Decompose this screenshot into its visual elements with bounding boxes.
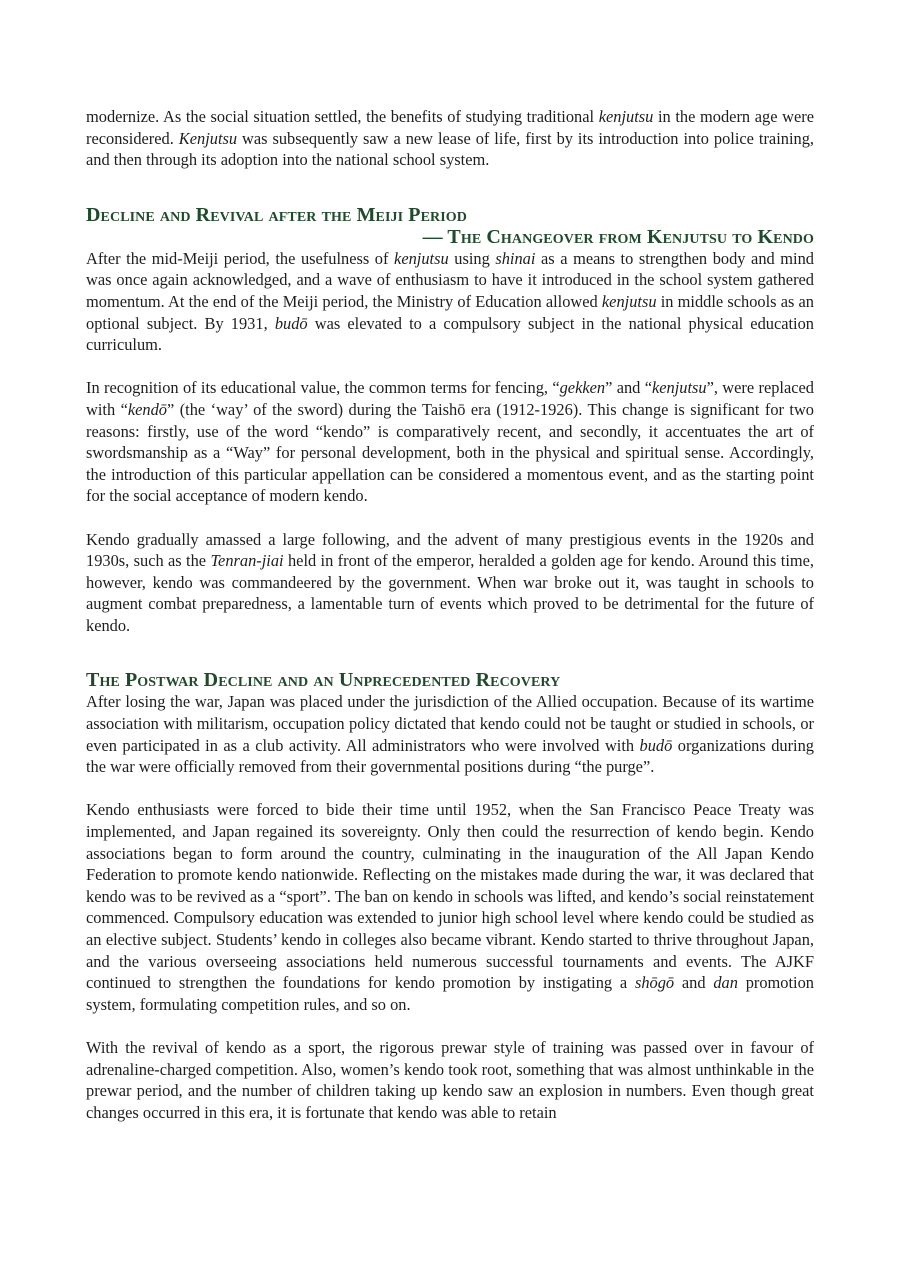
paragraph: Kendo gradually amassed a large following, and the advent of many prestigious events in the 1920s and 1930s, such as the Tenran-jiai held in front of the emperor, heralded a golden age for kendo. Around this time, however, kendo was commandeered by the government. When war broke out it, was taught in schools to augment combat preparedness, a lamentable turn of events which proved to be detrimental for the future of kendo. — [86, 529, 815, 635]
italic-term: kenjutsu — [601, 291, 657, 311]
italic-term: gekken — [559, 378, 606, 398]
italic-term: kenjutsu — [651, 378, 707, 398]
paragraph: Kendo enthusiasts were forced to bide their time until 1952, when the San Francisco Peace Treaty was implemented, and Japan regained its sovereignty. Only then could the resurrection of kendo begin. Kendo associations began to form around the country, culminating in the inauguration of the All Japan Kendo Federation to promote kendo nationwide. Reflecting on the mistakes made during the war, it was declared that kendo was to be revived as a “sport”. The ban on kendo in schools was lifted, and kendo’s social reinstatement commenced. Compulsory education was extended to junior high school level where kendo could be studied as an elective subject. Students’ kendo in colleges also became vibrant. Kendo started to thrive throughout Japan, and the various overseeing associations held numerous successful tournaments and events. The AJKF continued to strengthen the foundations for kendo promotion by instigating a shōgō and dan promotion system, formulating competition rules, and so on. — [86, 800, 814, 1014]
paragraph-spacer — [86, 778, 814, 800]
intro-paragraph: modernize. As the social situation settled, the benefits of studying traditional kenjutsu in the modern age were reconsidered. Kenjutsu was subsequently saw a new lease of life, first by its introduction into police training, and then through its adoption into the national school system. — [86, 107, 815, 170]
italic-term: shinai — [495, 248, 536, 268]
italic-term: Kenjutsu — [178, 128, 238, 148]
italic-term: shōgō — [634, 973, 675, 993]
section-spacer — [86, 171, 814, 204]
italic-term: kenjutsu — [394, 248, 449, 268]
paragraph-spacer — [86, 356, 814, 378]
paragraph: After the mid-Meiji period, the usefulness of kenjutsu using shinai as a means to strengthen body and mind was once again acknowledged, and a wave of enthusiasm to have it introduced in the school system gathered momentum. At the end of the Meiji period, the Ministry of Education allowed kenjutsu in middle schools as an optional subject. By 1931, budō was elevated to a compulsory subject in the national physical education curriculum. — [86, 248, 815, 355]
paragraph: In recognition of its educational value, the common terms for fencing, “gekken” and “kenjutsu”, were replaced with “kendō” (the ‘way’ of the sword) during the Taishō era (1912-1926). This change is significant for two reasons: firstly, use of the word “kendo” is comparatively recent, and secondly, it accentuates the art of swordsmanship as a “Way” for personal development, both in the physical and spiritual sense. Accordingly, the introduction of this particular appellation can be considered a momentous event, and as the starting point for the social acceptance of modern kendo. — [86, 378, 814, 506]
paragraph-spacer — [86, 507, 814, 529]
document-page — [86, 106, 814, 1123]
paragraph: With the revival of kendo as a sport, the rigorous prewar style of training was passed over in favour of adrenaline-charged competition. Also, women’s kendo took root, something that was almost unthinkable in the prewar period, and the number of children taking up kendo saw an explosion in numbers. Even though great changes occurred in this era, it is fortunate that kendo was able to retain — [86, 1037, 814, 1122]
italic-term: kenjutsu — [598, 107, 654, 126]
italic-term: dan — [713, 973, 738, 993]
section-heading-postwar: The Postwar Decline and an Unprecedented Recovery — [86, 669, 561, 692]
section-spacer — [86, 636, 814, 669]
paragraph: After losing the war, Japan was placed under the jurisdiction of the Allied occupation. Because of its wartime association with militarism, occupation policy dictated that kendo could not be taught or studied in schools, or even participated in as a club activity. All administrators who were involved with budō organizations during the war were officially removed from their governmental positions during “the purge”. — [86, 692, 814, 777]
paragraph-spacer — [86, 1015, 814, 1037]
italic-term: kendō — [127, 399, 167, 419]
italic-term: budō — [639, 735, 673, 755]
section-heading-meiji — [86, 204, 814, 248]
heading-line-2: — The Changeover from Kenjutsu to Kendo — [422, 225, 814, 248]
italic-term: budō — [274, 313, 308, 333]
italic-term: Tenran-jiai — [210, 551, 284, 571]
heading-line-1: Decline and Revival after the Meiji Period — [86, 203, 467, 226]
